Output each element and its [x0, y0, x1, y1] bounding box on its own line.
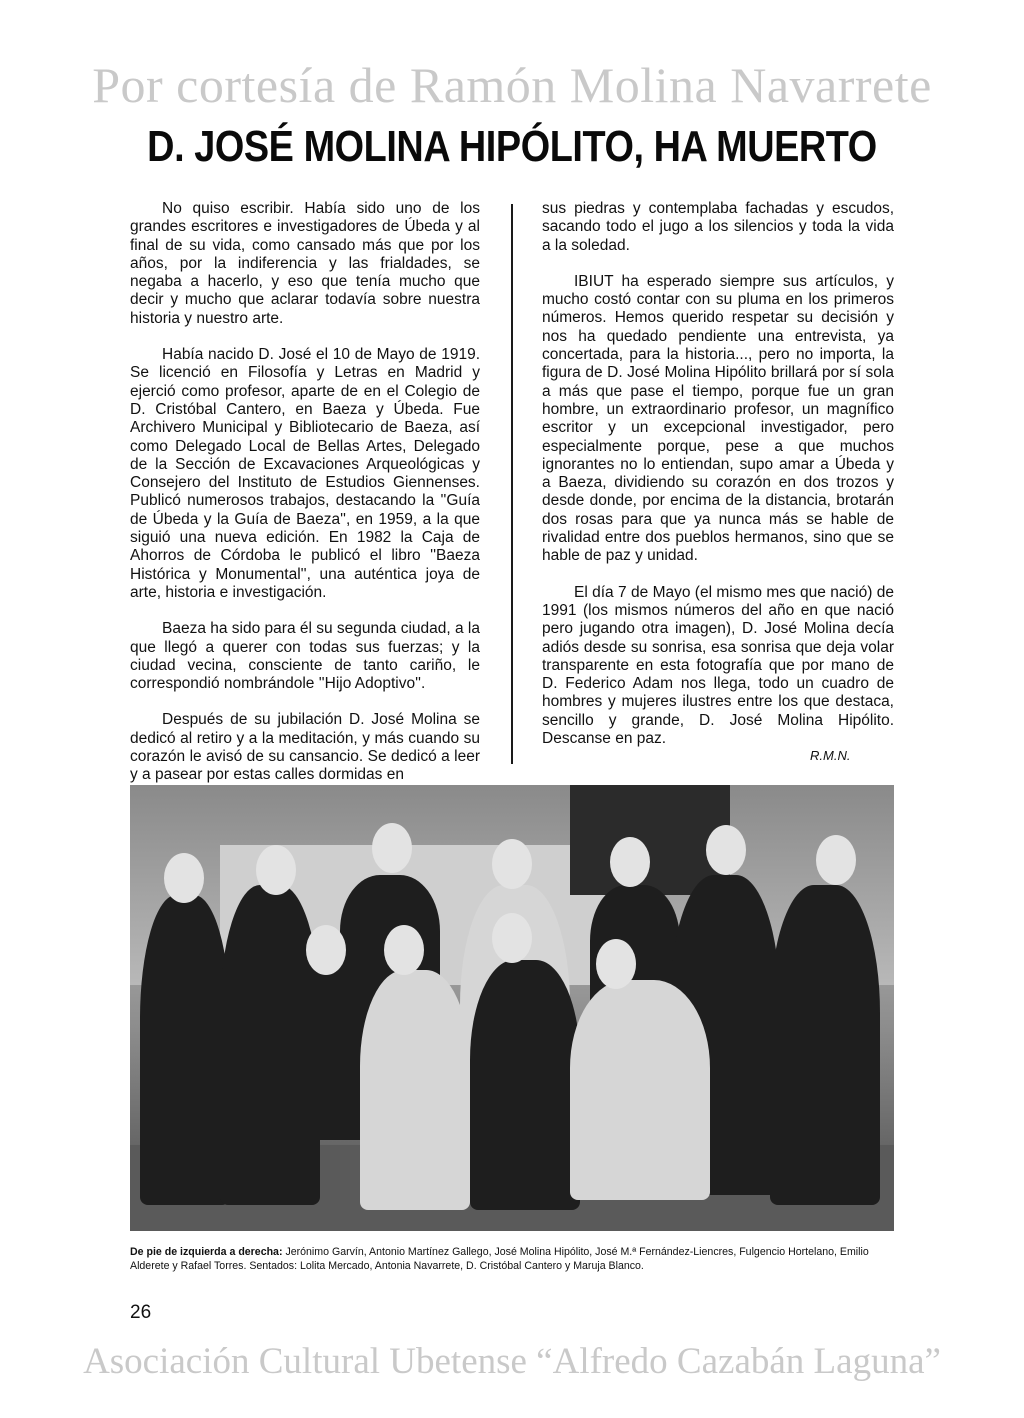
watermark-top: Por cortesía de Ramón Molina Navarrete: [92, 57, 932, 113]
photo-person: [470, 960, 580, 1210]
photo-head: [610, 837, 650, 887]
column-divider: [511, 204, 513, 764]
paragraph: No quiso escribir. Había sido uno de los grandes escritores e investigadores de Úbeda y al final de su vida, como cansado más que por los años, por la indiferencia y las frialdades, se negaba a hacerlo, y eso que tenía mucho que decir y mucho que aclarar todavía sobre nuestra historia y nuestro arte.: [130, 200, 480, 327]
author-signature: R.M.N.: [810, 748, 851, 763]
caption-lead: De pie de izquierda a derecha:: [130, 1246, 283, 1258]
watermark-bottom: Asociación Cultural Ubetense “Alfredo Cazabán Laguna”: [83, 1341, 941, 1382]
paragraph: Había nacido D. José el 10 de Mayo de 1919. Se licenció en Filosofía y Letras en Madrid y ejerció como profesor, aparte de en el Colegio de D. Cristóbal Cantero, en Baeza y Úbeda. Fue Archivero Municipal y Bibliotecario de Baeza, así como Delegado Local de Bellas Artes, Delegado de la Sección de Excavaciones Arqueológicas y Consejero del Instituto de Estudios Giennenses. Publicó numerosos trabajos, destacando la ''Guía de Úbeda y la Guía de Baeza'', en 1959, a la que siguió una nueva edición. En 1982 la Caja de Ahorros de Córdoba le publicó el libro ''Baeza Histórica y Monumental'', una auténtica joya de arte, historia e investigación.: [130, 346, 480, 601]
paragraph: IBIUT ha esperado siempre sus artículos, y mucho costó contar con su pluma en los primeros números. Hemos querido respetar su decisión y nos ha quedado pendiente una entrevista, ya concertada, para la historia..., pero no importa, la figura de D. José Molina Hipólito brillará por sí sola a más que pase el tiempo, porque fue un gran hombre, un extraordinario profesor, un magnífico escritor y un excepcional investigador, pero especialmente porque, pese a que muchos ignorantes no lo entiendan, supo amar a Úbeda y a Baeza, dividiendo su corazón en dos trozos y desde donde, por encima de la distancia, brotarán dos rosas para que ya nunca más se hable de rivalidad entre dos pueblos hermanos, sino que se hable de paz y unidad.: [542, 272, 894, 565]
photo-person: [280, 960, 370, 1140]
paragraph: El día 7 de Mayo (el mismo mes que nació) de 1991 (los mismos números del año en que nació pero jugando otra imagen), D. José Molina decía adiós desde su sonrisa, esa sonrisa que deja volar transparente en esta fotografía que por mano de D. Federico Adam nos llega, todo un cuadro de hombres y mujeres ilustres entre los que destaca, sencillo y grande, D. José Molina Hipólito. Descanse en paz.: [542, 583, 894, 748]
photo-person: [570, 980, 710, 1200]
article-title: D. JOSÉ MOLINA HIPÓLITO, HA MUERTO: [147, 122, 877, 171]
photo-person: [140, 895, 230, 1205]
photo-person: [360, 970, 470, 1210]
photo-head: [816, 835, 856, 885]
caption-body: Jerónimo Garvín, Antonio Martínez Gallego, José Molina Hipólito, José M.ª Fernández-Liencres, Fulgencio Hortelano, Emilio Alderete y Rafael Torres. Sentados: Lolita Mercado, Antonia Navarrete, D. Cristóbal Cantero y Maruja Blanco.: [130, 1246, 869, 1272]
photo-head: [706, 825, 746, 875]
photo-head: [256, 845, 296, 895]
paragraph: sus piedras y contemplaba fachadas y escudos, sacando todo el jugo a los silencios y toda la vida a la soledad.: [542, 200, 894, 254]
photo-head: [372, 823, 412, 873]
photo-head: [596, 939, 636, 989]
photo-head: [306, 925, 346, 975]
photo-head: [492, 913, 532, 963]
photo-head: [384, 925, 424, 975]
photo-head: [164, 853, 204, 903]
right-column: [542, 200, 894, 766]
photo-person: [770, 885, 880, 1205]
group-photograph: [130, 785, 894, 1231]
paragraph: Baeza ha sido para él su segunda ciudad, a la que llegó a querer con todas sus fuerzas; y la ciudad vecina, consciente de tanto cariño, le correspondió nombrándole ''Hijo Adoptivo''.: [130, 620, 480, 693]
photo-caption: [130, 1246, 894, 1273]
left-column: [130, 200, 480, 803]
paragraph: Después de su jubilación D. José Molina se dedicó al retiro y a la meditación, y más cuando su corazón le avisó de su cansancio. Se dedicó a leer y a pasear por estas calles dormidas en: [130, 711, 480, 784]
photo-head: [492, 839, 532, 889]
page-number: 26: [130, 1302, 152, 1323]
